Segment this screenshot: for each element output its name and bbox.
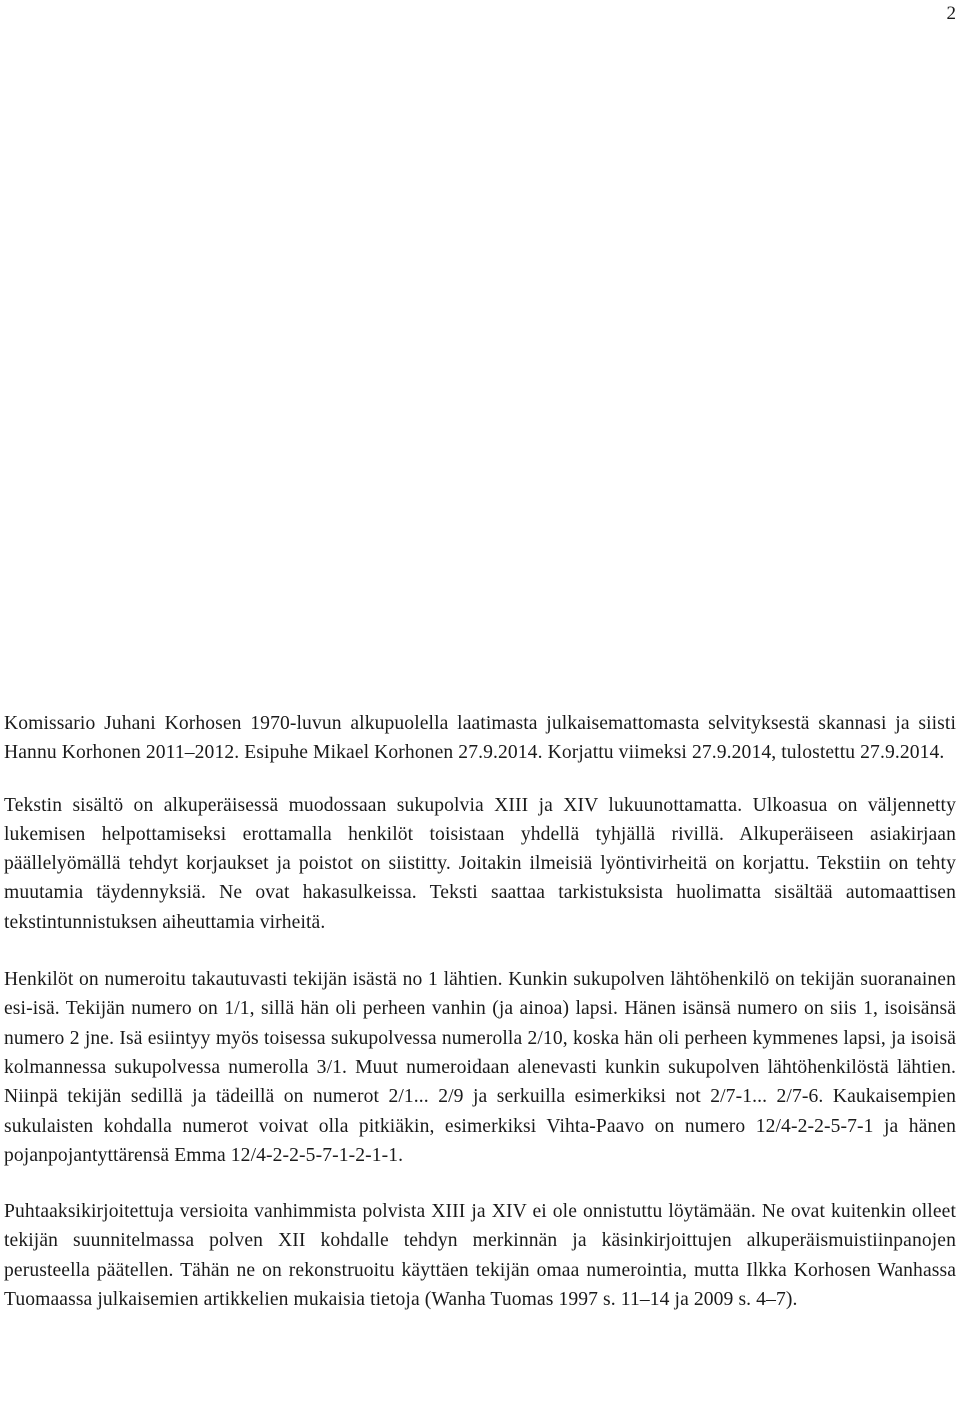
page-number: 2 xyxy=(946,3,956,24)
paragraph-text-format: Tekstin sisältö on alkuperäisessä muodossaan sukupolvia XIII ja XIV lukuunottamatta. Ulkoasua on väljennetty lukemisen helpottamiseksi erottamalla henkilöt toisistaan yhdellä tyhjällä rivillä. Alkuperäiseen asiakirjaan päällelyömällä tehdyt korjaukset ja poistot on siistitty. Joitakin ilmeisiä lyöntivirheitä on korjattu. Tekstiin on tehty muutamia täydennyksiä. Ne ovat hakasulkeissa. Teksti saattaa tarkistuksista huolimatta sisältää automaattisen tekstintunnistuksen aiheuttamia virheitä. xyxy=(4,794,956,933)
paragraph-numbering: Henkilöt on numeroitu takautuvasti tekijän isästä no 1 lähtien. Kunkin sukupolven lähtöhenkilö on tekijän suoranainen esi-isä. Tekijän numero on 1/1, sillä hän oli perheen vanhin (ja ainoa) lapsi. Hänen isänsä numero on siis 1, isoisänsä numero 2 jne. Isä esiintyy myös toisessa sukupolvessa numerolla 2/10, koska hän oli perheen kymmenes lapsi, ja isoisä kolmannessa sukupolvessa numerolla 3/1. Muut numeroidaan alenevasti kunkin sukupolven lähtöhenkilöstä lähtien. Niinpä tekijän sedillä ja tädeillä on numerot 2/1... 2/9 ja serkuilla esimerkiksi not 2/7-1... 2/7-6. Kaukaisempien sukulaisten kohdalla numerot voivat olla pitkiäkin, esimerkiksi Vihta-Paavo on numero 12/4-2-2-5-7-1 ja hänen pojanpojantyttärensä Emma 12/4-2-2-5-7-1-2-1-1. xyxy=(4,969,956,1166)
document-body xyxy=(4,709,956,1314)
paragraph-reconstruction: Puhtaaksikirjoitettuja versioita vanhimmista polvista XIII ja XIV ei ole onnistuttu löytämään. Ne ovat kuitenkin olleet tekijän suunnitelmassa polven XII kohdalle tehdyn merkinnän ja käsinkirjoittujen alkuperäismuistiinpanojen perusteella päätellen. Tähän ne on rekonstruoitu käyttäen tekijän omaa numerointia, mutta Ilkka Korhosen Wanhassa Tuomaassa julkaisemien artikkelien mukaisia tietoja (Wanha Tuomas 1997 s. 11–14 ja 2009 s. 4–7). xyxy=(4,1201,956,1311)
paragraph-source-note: Komissario Juhani Korhosen 1970-luvun alkupuolella laatimasta julkaisemattomasta selvityksestä skannasi ja siisti Hannu Korhonen 2011–2012. Esipuhe Mikael Korhonen 27.9.2014. Korjattu viimeksi 27.9.2014, tulostettu 27.9.2014. xyxy=(4,713,956,764)
